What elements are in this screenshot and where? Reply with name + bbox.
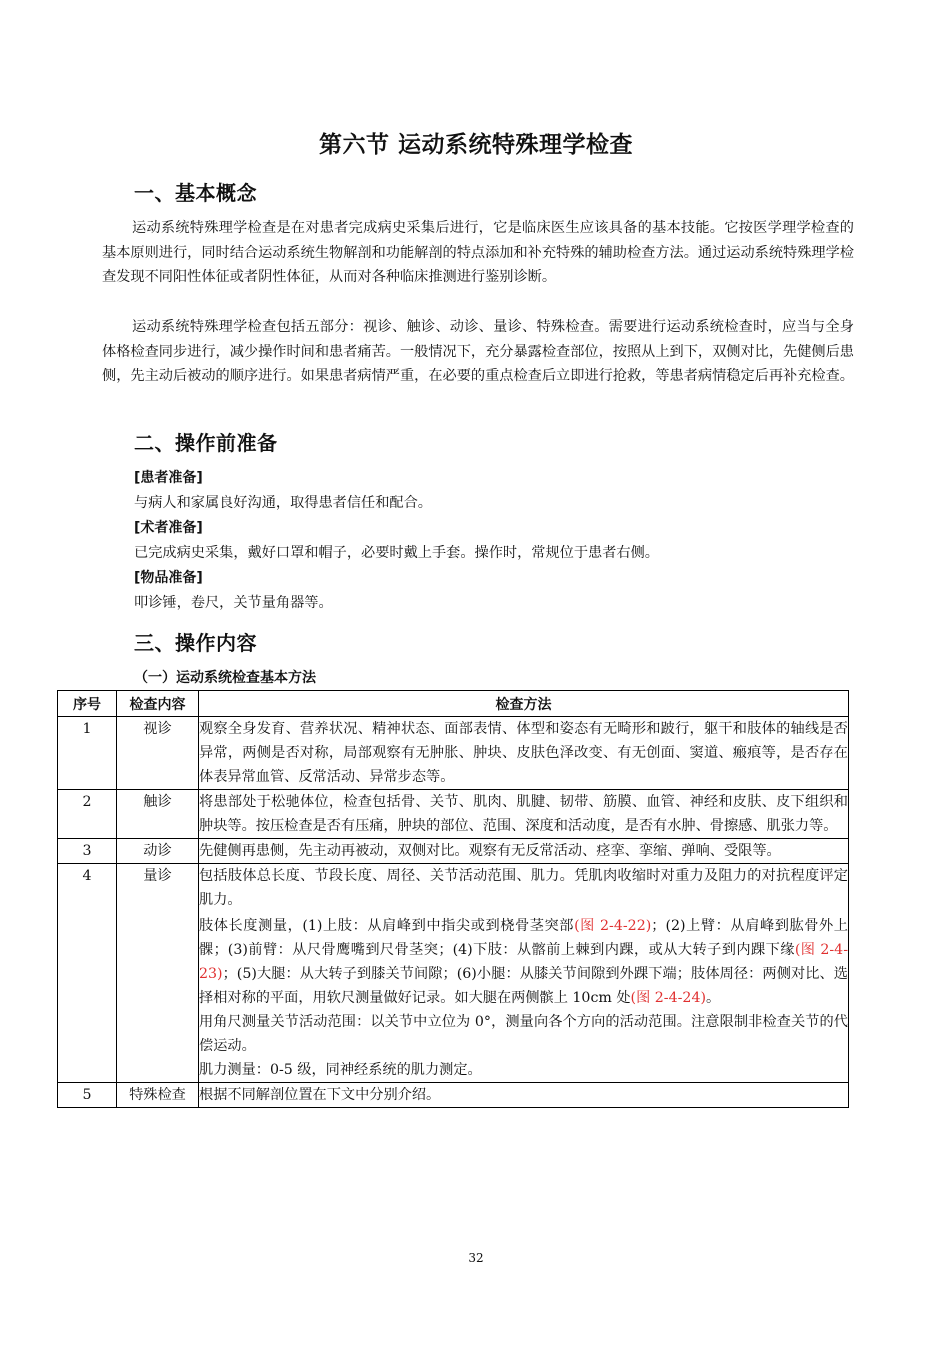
row-number: 4 [58,864,117,1083]
row-number: 2 [58,790,117,839]
table-caption: （一）运动系统检查基本方法 [134,670,316,686]
limb-length-text-c: ；(5)大腿：从大转子到膝关节间隙；(6)小腿：从膝关节间隙到外踝下端；肢体周径：两侧对比、选择相对称的平面，用软尺测量做好记录。如大腿在两侧髌上 10cm 处 [199,966,848,1006]
row-number: 3 [58,839,117,864]
figure-reference-link[interactable]: (图 2-4-24) [630,990,707,1006]
operator-prep-label: [术者准备] [134,520,203,536]
section3-heading: 三、操作内容 [134,631,257,655]
header-item: 检查内容 [117,691,199,717]
section2-heading: 二、操作前准备 [134,431,278,455]
limb-length-text-d: 。 [706,990,721,1006]
figure-reference-link[interactable]: (图 2-4-22) [574,918,652,934]
row-item: 动诊 [117,839,199,864]
row-method: 根据不同解剖位置在下文中分别介绍。 [199,1083,849,1108]
limb-length-measurement [199,914,848,1010]
row-item: 量诊 [117,864,199,1083]
limb-length-text-a: 肢体长度测量，(1)上肢：从肩峰到中指尖或到桡骨茎突部 [199,918,575,934]
measurement-intro: 包括肢体总长度、节段长度、周径、关节活动范围、肌力。凭肌肉收缩时对重力及阻力的对抗程度评定肌力。 [199,868,848,908]
row-method: 将患部处于松驰体位，检查包括骨、关节、肌肉、肌腱、韧带、筋膜、血管、神经和皮肤、皮下组织和肿块等。按压检查是否有压痛，肿块的部位、范围、深度和活动度，是否有水肿、骨擦感、肌张力等。 [199,790,849,839]
exam-methods-table [57,690,849,1108]
header-no: 序号 [58,691,117,717]
table-row [58,864,849,1083]
row-method [199,864,849,1083]
operator-prep-text: 已完成病史采集，戴好口罩和帽子，必要时戴上手套。操作时，常规位于患者右侧。 [134,545,659,561]
header-method: 检查方法 [199,691,849,717]
table-row [58,839,849,864]
items-prep-label: [物品准备] [134,570,203,586]
patient-prep-text: 与病人和家属良好沟通，取得患者信任和配合。 [134,495,432,511]
items-prep-text: 叩诊锤，卷尺，关节量角器等。 [134,595,333,611]
section1-paragraph-2: 运动系统特殊理学检查包括五部分：视诊、触诊、动诊、量诊、特殊检查。需要进行运动系统检查时，应当与全身体格检查同步进行，减少操作时间和患者痛苦。一般情况下，充分暴露检查部位，按照从上到下，双侧对比，先健侧后患侧，先主动后被动的顺序进行。如果患者病情严重，在必要的重点检查后立即进行抢救，等患者病情稳定后再补充检查。 [102,319,854,384]
limb-length-text-b: ；(2)上臂：从肩峰到肱骨外上髁；(3)前臂：从尺骨鹰嘴到尺骨茎突；(4)下肢：从髂前上棘到内踝，或从大转子到内踝下缘 [199,918,848,958]
page-title: 第六节 运动系统特殊理学检查 [318,132,633,158]
row-method: 先健侧再患侧，先主动再被动，双侧对比。观察有无反常活动、痉挛、挛缩、弹响、受限等。 [199,839,849,864]
row-method: 观察全身发育、营养状况、精神状态、面部表情、体型和姿态有无畸形和跛行，躯干和肢体的轴线是否异常，两侧是否对称，局部观察有无肿胀、肿块、皮肤色泽改变、有无创面、窦道、瘢痕等，是否存在体表异常血管、反常活动、异常步态等。 [199,717,849,790]
section1-paragraph-1: 运动系统特殊理学检查是在对患者完成病史采集后进行，它是临床医生应该具备的基本技能。它按医学理学检查的基本原则进行，同时结合运动系统生物解剖和功能解剖的特点添加和补充特殊的辅助检查方法。通过运动系统特殊理学检查发现不同阳性体征或者阴性体征，从而对各种临床推测进行鉴别诊断。 [102,220,854,285]
table-row [58,717,849,790]
table-row [58,1083,849,1108]
row-item: 触诊 [117,790,199,839]
page-number: 32 [468,1251,484,1265]
row-item: 特殊检查 [117,1083,199,1108]
table-row [58,790,849,839]
row-number: 5 [58,1083,117,1108]
patient-prep-label: [患者准备] [134,470,203,486]
muscle-strength-measurement: 肌力测量：0-5 级，同神经系统的肌力测定。 [199,1062,482,1078]
joint-range-measurement: 用角尺测量关节活动范围：以关节中立位为 0°，测量向各个方向的活动范围。注意限制非检查关节的代偿运动。 [199,1014,848,1054]
table-header-row [58,691,849,717]
row-item: 视诊 [117,717,199,790]
section1-heading: 一、基本概念 [134,181,257,205]
row-number: 1 [58,717,117,790]
figure-reference-link[interactable]: (图 2-4-23) [199,942,849,982]
